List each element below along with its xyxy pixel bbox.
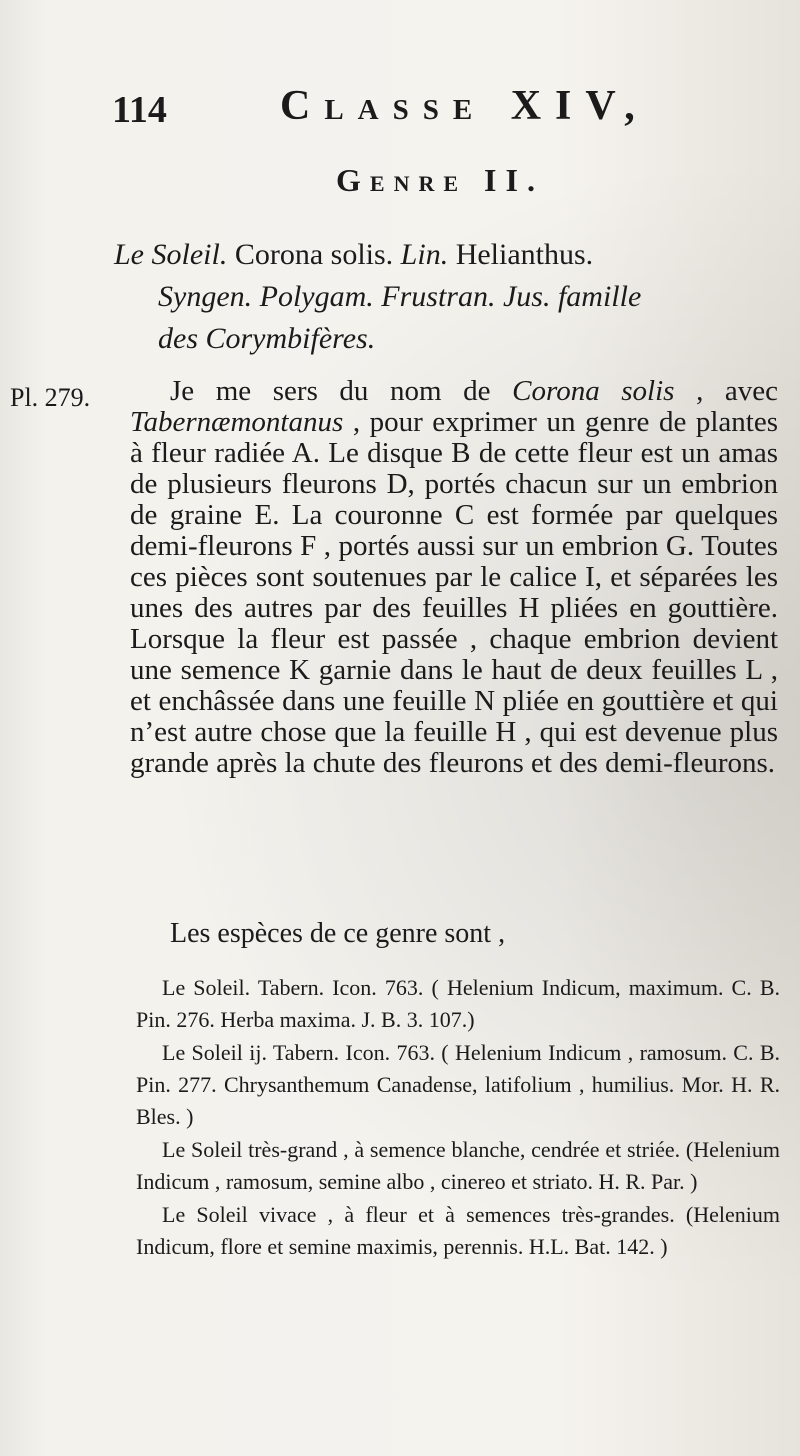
plate-reference: Pl. 279. [10, 383, 91, 412]
intro-line-2-text: Syngen. Polygam. Frustran. Jus. famille [158, 280, 642, 313]
page-header [112, 82, 772, 142]
intro-line-3 [128, 318, 774, 360]
desc-text-3: , pour exprimer un genre de plantes à fleur radiée A. Le disque B de cette fleur est un amas de plusieurs fleurons D, portés chacun sur un embrion de graine E. La couronne C est formée par quelques demi-fleurons F , portés aussi sur un embrion G. Toutes ces pièces sont soutenues par le calice I, et séparées les unes des autres par des feuilles H pliées en gouttière. Lorsque la fleur est passée , chaque embrion devient une semence K garnie dans le haut de deux feuilles L , et enchâssée dans une feuille N pliée en gouttière et qui n’est autre chose que la feuille H , qui est devenue plus grande après la chute des fleurons et des demi-fleurons. [130, 406, 779, 779]
desc-taber: Tabernæmontanus [130, 406, 344, 438]
species-entry: Le Soleil. Tabern. Icon. 763. ( Helenium Indicum, maximum. C. B. Pin. 276. Herba maxima. J. B. 3. 107.) [136, 975, 780, 1032]
desc-text-1: Je me sers du nom de [170, 375, 491, 407]
species-entry: Le Soleil très-grand , à semence blanche, cendrée et striée. (Helenium Indicum , ramosum, semine albo , cinereo et striato. H. R. Par. ) [136, 1137, 780, 1194]
intro-genus: Helianthus. [455, 238, 594, 271]
intro-lin: Lin. [400, 238, 449, 271]
species-entry: Le Soleil vivace , à fleur et à semences très-grandes. (Helenium Indicum, flore et semine maximis, perennis. H.L. Bat. 142. ) [136, 1202, 780, 1259]
genre-heading: Genre II. [336, 162, 544, 198]
page-number: 114 [112, 89, 167, 131]
intro-line-2 [128, 276, 774, 318]
genus-description [130, 376, 778, 779]
intro-name-fr: Le Soleil. [114, 238, 228, 271]
running-title: Classe XIV, [280, 83, 649, 129]
intro-line-3-text: des Corymbifères. [158, 322, 376, 355]
species-list [136, 972, 780, 1264]
species-entry: Le Soleil ij. Tabern. Icon. 763. ( Helenium Indicum , ramosum. C. B. Pin. 277. Chrysanthemum Canadense, latifolium , humilius. Mor. H. R. Bles. ) [136, 1040, 780, 1129]
species-heading: Les espèces de ce genre sont , [170, 918, 506, 949]
description-paragraph [130, 376, 778, 779]
desc-text-2: , avec [696, 375, 779, 407]
desc-corona: Corona solis [512, 375, 675, 407]
intro-name-lat: Corona solis. [234, 238, 394, 271]
genus-intro [114, 234, 774, 360]
intro-line-1 [114, 234, 774, 276]
